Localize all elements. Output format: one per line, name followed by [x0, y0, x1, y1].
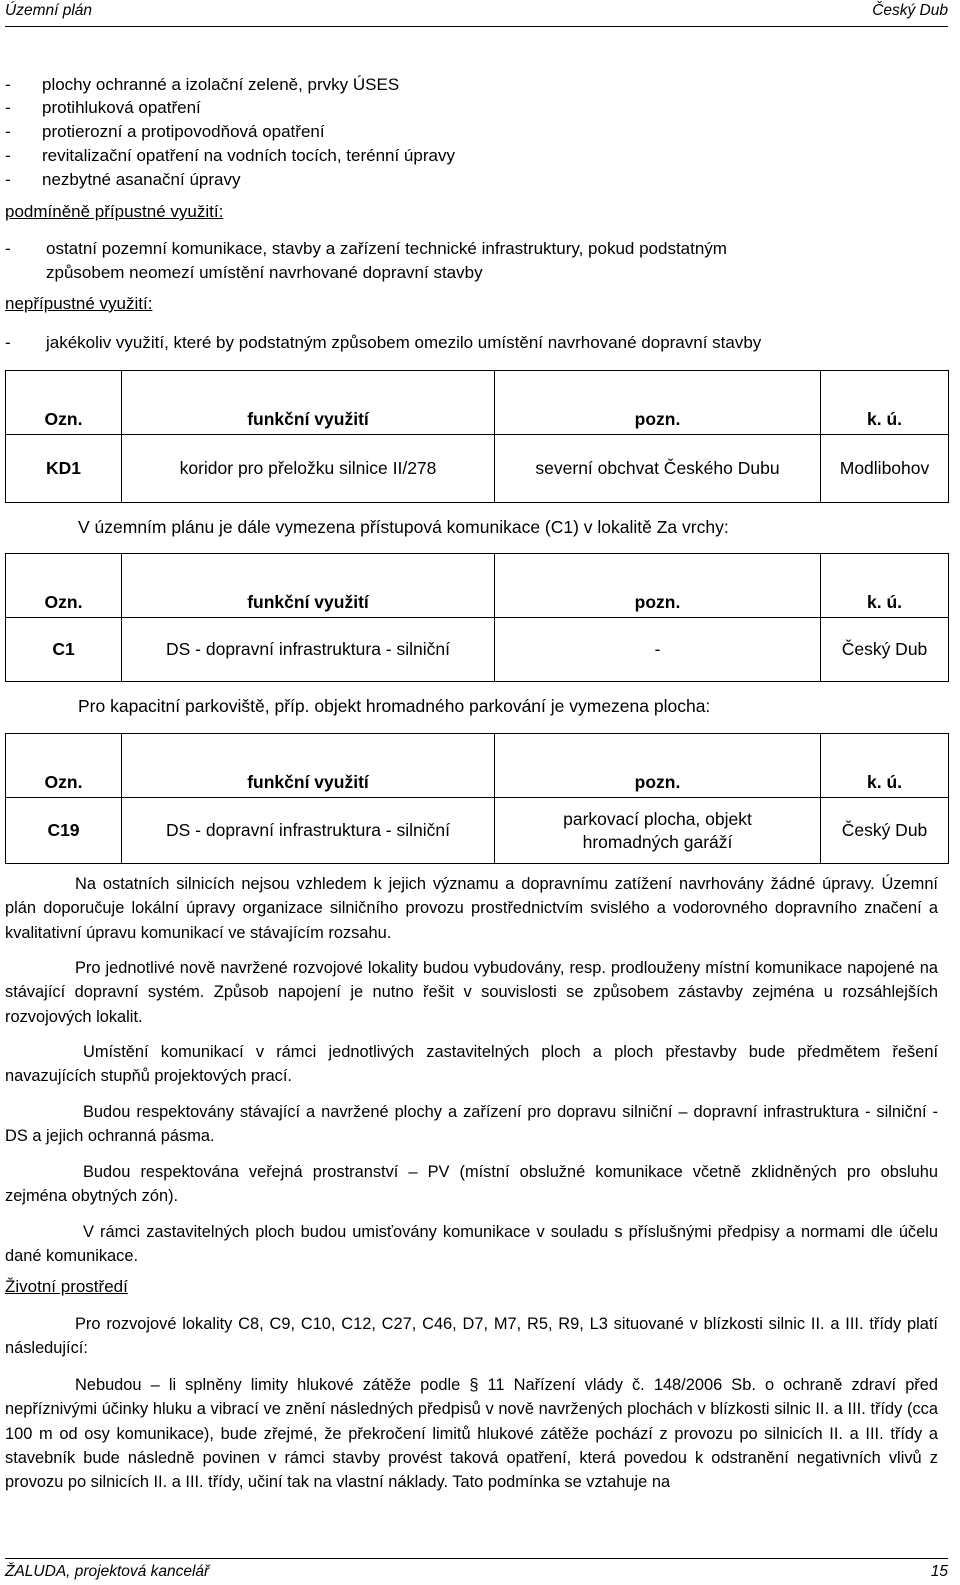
table-row [6, 435, 949, 503]
page-header [5, 0, 948, 27]
col-header-ku: k. ú. [821, 554, 949, 618]
footer-company: ŽALUDA, projektová kancelář [5, 1563, 210, 1580]
header-municipality: Český Dub [872, 2, 948, 19]
paragraph: Nebudou – li splněny limity hlukové zátěže podle § 11 Nařízení vlády č. 148/2006 Sb. o ochraně zdraví před nepříznivými účinky hluku a vibrací ve znění následných předpisů v nově navržených plochách v blízkosti silnic II. a III. třídy (cca 100 m od osy komunikace), bude zřejmé, že překročení limitů hlukové zátěže pochází z provozu po silnicích II. a III. třídy a stavebník bude následně povinen v rámci stavby provést taková opatření, která povedou k odstranění negativních vlivů z provozu po silnicích II. a III. třídy, učiní tak na vlastní náklady. Tato podmínka se vztahuje na [5, 1376, 938, 1492]
col-header-funkce: funkční využití [122, 734, 495, 798]
forbidden-use-heading: nepřípustné využití: [5, 294, 153, 313]
col-header-funkce: funkční využití [122, 554, 495, 618]
page-number: 15 [930, 1563, 948, 1580]
table-row [6, 798, 949, 864]
cell-ku: Český Dub [821, 618, 949, 682]
col-header-ozn: Ozn. [6, 371, 122, 435]
paragraph: Umístění komunikací v rámci jednotlivých zastavitelných ploch a ploch přestavby bude předmětem řešení navazujících stupňů projektových prací. [5, 1043, 938, 1086]
col-header-ozn: Ozn. [6, 734, 122, 798]
access-road-table [5, 553, 949, 682]
page-footer [5, 1558, 948, 1585]
col-header-funkce: funkční využití [122, 371, 495, 435]
paragraph: Budou respektována veřejná prostranství – PV (místní obslužné komunikace včetně zklidněných pro obsluhu zejména obytných zón). [5, 1163, 938, 1206]
paragraph: Na ostatních silnicích nejsou vzhledem k jejich významu a dopravnímu zatížení navrhovány žádné úpravy. Územní plán doporučuje lokální úpravy organizace silničního provozu prostřednictvím svislého a vodorovného dopravního značení a kvalitativní úpravu komunikací ve stávajícím rozsahu. [5, 875, 938, 942]
paragraph: Pro rozvojové lokality C8, C9, C10, C12, C27, C46, D7, M7, R5, R9, L3 situované v blízkosti silnic II. a III. třídy platí následující: [5, 1315, 938, 1358]
col-header-ku: k. ú. [821, 371, 949, 435]
cell-pozn: parkovací plocha, objekt hromadných garáží [495, 798, 821, 864]
table-header-row [6, 554, 949, 618]
col-header-ozn: Ozn. [6, 554, 122, 618]
col-header-ku: k. ú. [821, 734, 949, 798]
header-document-title: Územní plán [5, 2, 93, 19]
paragraph: Budou respektovány stávající a navržené plochy a zařízení pro dopravu silniční – dopravní infrastruktura - silniční - DS a jejich ochranná pásma. [5, 1103, 938, 1146]
paragraph: V rámci zastavitelných ploch budou umisťovány komunikace v souladu s příslušnými předpisy a normami dle účelu dané komunikace. [5, 1223, 938, 1266]
cell-funkce: DS - dopravní infrastruktura - silniční [122, 798, 495, 864]
corridor-table [5, 370, 949, 503]
cell-ku: Modlibohov [821, 435, 949, 503]
cell-ku: Český Dub [821, 798, 949, 864]
table-row [6, 618, 949, 682]
col-header-pozn: pozn. [495, 371, 821, 435]
cell-ozn: KD1 [6, 435, 122, 503]
cell-ozn: C1 [6, 618, 122, 682]
conditional-use-heading: podmíněně přípustné využití: [5, 202, 224, 221]
table-header-row [6, 734, 949, 798]
note-access-road: V územním plánu je dále vymezena přístupová komunikace (C1) v lokalitě Za vrchy: [78, 517, 729, 537]
cell-pozn: - [495, 618, 821, 682]
paragraph: Pro jednotlivé nově navržené rozvojové lokality budou vybudovány, resp. prodlouženy místní komunikace napojené na stávající dopravní systém. Způsob napojení je nutno řešit v souvislosti se způsobem zástavby zejména u rozsáhlejších rozvojových lokalit. [5, 959, 938, 1026]
cell-ozn: C19 [6, 798, 122, 864]
cell-funkce: DS - dopravní infrastruktura - silniční [122, 618, 495, 682]
col-header-pozn: pozn. [495, 734, 821, 798]
note-parking: Pro kapacitní parkoviště, příp. objekt hromadného parkování je vymezena plocha: [78, 696, 711, 716]
col-header-pozn: pozn. [495, 554, 821, 618]
table-header-row [6, 371, 949, 435]
cell-pozn: severní obchvat Českého Dubu [495, 435, 821, 503]
cell-funkce: koridor pro přeložku silnice II/278 [122, 435, 495, 503]
section-heading-environment: Životní prostředí [5, 1277, 128, 1296]
parking-table [5, 733, 949, 864]
